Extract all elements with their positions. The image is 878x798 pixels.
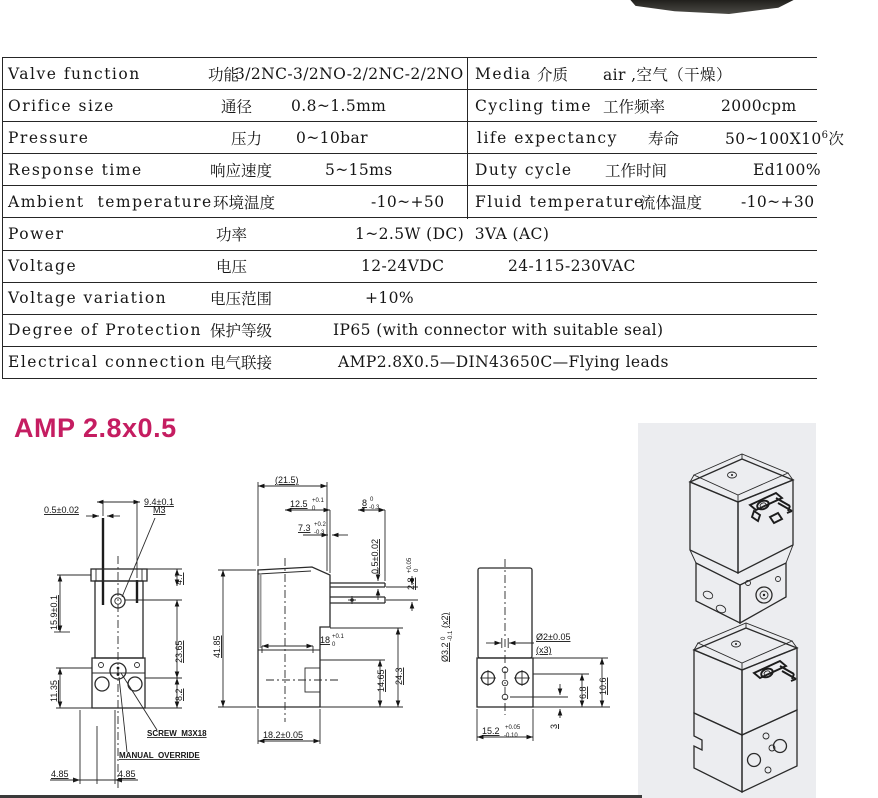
- row-label-en: Power: [8, 225, 65, 244]
- spec-row-valve-function: [3, 57, 817, 89]
- dim-24.3: 24.3: [394, 667, 404, 685]
- row-value: IP65 (with connector with suitable seal): [333, 321, 664, 340]
- side-view-drawing: [208, 470, 460, 768]
- spec-row-voltage: [3, 250, 817, 282]
- row-label-en: Media: [475, 64, 532, 83]
- dim-23.65: 23.65: [174, 640, 184, 663]
- iso-top-lines: [690, 454, 793, 623]
- row-label-en: Degree of Protection: [8, 321, 202, 340]
- dim-2.8-tol-top: +0.05: [407, 557, 413, 573]
- row-label-en: Valve function: [8, 64, 141, 83]
- dim-12.5: 12.5: [290, 499, 308, 509]
- dim-0.5: 0.5±0.02: [44, 505, 79, 515]
- row-value: Ed100%: [753, 160, 821, 179]
- dim-8-tol-bot: -0.3: [369, 505, 380, 511]
- row-value: 0.8~1.5mm: [291, 96, 387, 115]
- product-photo-fragment: [627, 0, 797, 14]
- dim-8-tol-top: 0: [370, 497, 374, 503]
- dim-18.2: 18.2±0.05: [263, 730, 303, 740]
- spec-table: [2, 57, 845, 379]
- row-label-zh: 功能: [208, 65, 240, 84]
- row-label-zh: 电压范围: [210, 290, 273, 309]
- spec-row-orifice: [3, 89, 817, 121]
- front-view-drawing: [30, 478, 230, 796]
- dim-15.2: 15.2: [482, 726, 500, 736]
- row-label-en: Voltage variation: [8, 289, 168, 308]
- dim-12.5-tol-bot: 0: [312, 506, 316, 512]
- row-value: 2000cpm: [721, 96, 797, 115]
- row-label-zh: 功率: [216, 226, 248, 245]
- dim-dia-3.2-tol-top: 0: [441, 636, 447, 640]
- dim-6.8: 6.8: [578, 686, 588, 699]
- dim-dia-2: Ø2±0.05: [536, 632, 571, 642]
- spec-row-power: [3, 217, 817, 249]
- column-divider: [467, 57, 468, 91]
- row-value: 5~15ms: [325, 160, 393, 179]
- dim-7.3-tol-top: +0.2: [314, 522, 326, 528]
- dim-dia-3.2: Ø3.2: [440, 642, 450, 662]
- dim-0.5-side: 0.5±0.02: [370, 539, 380, 574]
- column-divider: [467, 121, 468, 155]
- end-view-drawing: [458, 553, 633, 793]
- isometric-panel: [638, 423, 816, 798]
- row-value: 3/2NC-3/2NO-2/2NC-2/2NO: [235, 64, 464, 83]
- row-value: air ,空气（干燥）: [603, 65, 732, 84]
- dim-14.65: 14.65: [376, 669, 386, 692]
- isometric-view-bottom: [668, 618, 808, 798]
- row-label-zh: 电压: [216, 258, 248, 277]
- label-manual-override: MANUAL OVERRIDE: [119, 751, 200, 760]
- spec-row-voltage-variation: [3, 282, 817, 314]
- dim-4.85-right: 4.85: [118, 769, 136, 779]
- dim-dia-3.2-count: (x2): [440, 612, 450, 628]
- front-view-lines: [50, 502, 182, 788]
- row-label-zh: 通径: [221, 97, 253, 116]
- dim-dia-3.2-tol-bot: -0.1: [448, 630, 454, 641]
- row-label-zh: 工作时间: [605, 161, 668, 180]
- dim-dia-2-count: (x3): [536, 645, 552, 655]
- row-label-zh: 响应速度: [210, 161, 273, 180]
- row-label-zh: 电气联接: [210, 354, 273, 373]
- iso-bottom-lines: [694, 623, 797, 792]
- row-value: -10~+30: [741, 192, 815, 211]
- dim-41.85: 41.85: [212, 635, 222, 658]
- row-label-zh: 寿命: [648, 129, 680, 148]
- value-unit: 次: [828, 129, 845, 148]
- dim-18-tol-top: +0.1: [332, 634, 344, 640]
- column-divider: [467, 89, 468, 123]
- dim-8.2: 8.2: [174, 688, 184, 701]
- row-label-en: Electrical connection: [8, 353, 207, 372]
- spec-row-protection: [3, 314, 817, 346]
- dim-15.9: 15.9±0.1: [49, 595, 59, 630]
- dim-15.2-tol-bot: -0.10: [504, 733, 518, 739]
- dim-2.8: 2.8: [406, 577, 416, 590]
- dim-4.85-left: 4.85: [51, 769, 69, 779]
- dim-8: 8: [362, 498, 368, 508]
- dim-7.3: 7.3: [298, 523, 311, 533]
- label-screw: SCREW M3X18: [147, 729, 207, 738]
- row-value: [725, 127, 844, 149]
- dim-12.5-tol-top: +0.1: [312, 498, 324, 504]
- dim-3: 3: [549, 723, 559, 729]
- value-base: 50~100X10: [725, 129, 822, 148]
- row-label-en: Fluid temperature: [475, 192, 645, 211]
- spec-row-electrical: [3, 346, 817, 378]
- row-label-en: Orifice size: [8, 96, 115, 115]
- row-value: +10%: [365, 289, 415, 308]
- label-m3-thread: M3: [153, 505, 166, 515]
- value-superscript: 6: [821, 129, 829, 141]
- row-value: -10~+50: [371, 192, 445, 211]
- spec-row-ambient: [3, 185, 817, 217]
- row-label-en: life expectancy: [477, 128, 618, 147]
- section-title: AMP 2.8x0.5: [14, 413, 177, 443]
- column-divider: [467, 185, 468, 219]
- row-label-zh: 环境温度: [213, 193, 276, 212]
- row-label-zh: 压力: [231, 129, 263, 148]
- column-divider: [467, 153, 468, 187]
- spec-row-pressure: [3, 121, 845, 153]
- row-label-zh: 介质: [537, 65, 569, 84]
- dim-10.6: 10.6: [598, 677, 608, 695]
- row-label-en: Response time: [8, 160, 143, 179]
- row-label-zh: 流体温度: [640, 193, 703, 212]
- spec-row-response: [3, 153, 821, 185]
- row-label-en: Voltage: [8, 257, 78, 276]
- row-value: AMP2.8X0.5—DIN43650C—Flying leads: [338, 353, 669, 372]
- row-label-en: Ambient temperature: [8, 192, 213, 211]
- dim-7.3-tol-bot: -0.3: [314, 530, 325, 536]
- row-value: 1~2.5W (DC) 3VA (AC): [355, 225, 550, 244]
- dim-15.2-tol-top: +0.05: [505, 725, 521, 731]
- dim-18: 18: [320, 635, 331, 645]
- row-label-en: Pressure: [8, 128, 90, 147]
- dim-2.8-tol-bot: 0: [414, 568, 420, 572]
- dim-4.7: 4.7: [174, 572, 184, 585]
- row-value: 0~10bar: [296, 128, 368, 147]
- row-label-en: Cycling time: [475, 96, 593, 115]
- isometric-view-top: [666, 445, 796, 630]
- dim-18-tol-bot: 0: [332, 642, 336, 648]
- row-label-zh: 工作频率: [603, 97, 666, 116]
- dim-21.5: (21.5): [275, 475, 299, 485]
- row-value-dc: 12-24VDC: [361, 257, 445, 276]
- row-label-zh: 保护等级: [210, 322, 273, 341]
- dim-9.4: 9.4±0.1: [144, 497, 174, 507]
- row-value-ac: 24-115-230VAC: [508, 257, 636, 276]
- dim-11.35: 11.35: [49, 680, 59, 702]
- row-label-en: Duty cycle: [475, 160, 573, 179]
